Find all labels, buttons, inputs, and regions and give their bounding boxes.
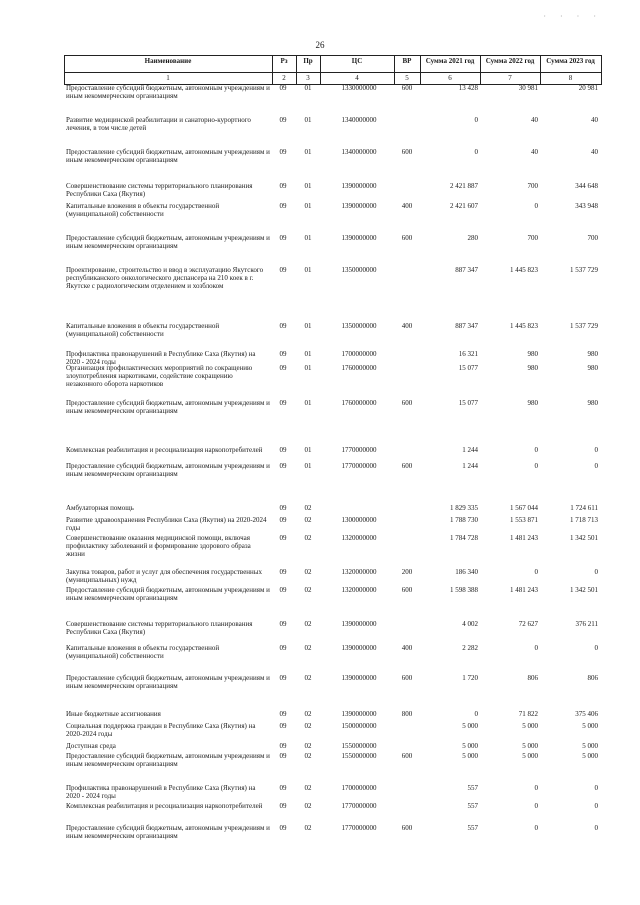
row-pr: 01: [304, 364, 312, 372]
row-cs: 1320000000: [341, 568, 377, 576]
row-rz: 09: [279, 234, 287, 242]
row-sum-2023: 5 000: [582, 742, 598, 750]
row-rz: 09: [279, 722, 287, 730]
row-name: Проектирование, строительство и ввод в эксплуатацию Якутского республиканского онкологического диспансера на 210 коек в г. Якутске с радиологическим отделением и хозблоком: [66, 266, 264, 290]
row-sum-2022: 40: [531, 116, 538, 124]
row-sum-2022: 700: [527, 234, 538, 242]
row-sum-2022: 40: [531, 148, 538, 156]
row-sum-2023: 0: [594, 568, 598, 576]
header-rz: Рз: [280, 57, 288, 65]
row-sum-2023: 20 981: [578, 84, 598, 92]
row-sum-2021: 1 244: [462, 446, 478, 454]
row-sum-2021: 0: [474, 710, 478, 718]
row-cs: 1340000000: [341, 148, 377, 156]
col-number: 7: [508, 74, 512, 82]
row-pr: 02: [304, 752, 312, 760]
row-cs: 1320000000: [341, 586, 377, 594]
row-sum-2021: 0: [474, 116, 478, 124]
row-vr: 600: [401, 824, 413, 832]
header-name: Наименование: [144, 57, 192, 65]
row-rz: 09: [279, 568, 287, 576]
col-number: 5: [405, 74, 409, 82]
row-sum-2023: 980: [587, 399, 598, 407]
row-name: Капитальные вложения в объекты государственной (муниципальной) собственности: [66, 202, 220, 218]
row-sum-2023: 1 342 501: [570, 586, 598, 594]
row-name: Комплексная реабилитация и ресоциализация наркопотребителей: [66, 446, 263, 454]
row-sum-2023: 0: [594, 462, 598, 470]
row-pr: 02: [304, 784, 312, 792]
row-name: Развитие здравоохранения Республики Саха (Якутия) на 2020-2024 годы: [66, 516, 267, 532]
row-name: Совершенствование системы территориального планирования Республики Саха (Якутия): [66, 620, 253, 636]
row-cs: 1700000000: [341, 784, 377, 792]
row-sum-2022: 0: [534, 784, 538, 792]
row-sum-2022: 1 445 823: [510, 322, 538, 330]
row-rz: 09: [279, 824, 287, 832]
row-rz: 09: [279, 586, 287, 594]
corner-marks: · · · ·: [543, 12, 602, 21]
row-sum-2022: 0: [534, 824, 538, 832]
row-sum-2022: 5 000: [522, 722, 538, 730]
row-rz: 09: [279, 202, 287, 210]
row-sum-2021: 5 000: [462, 752, 478, 760]
row-cs: 1390000000: [341, 234, 377, 242]
row-cs: 1550000000: [341, 742, 377, 750]
row-sum-2022: 0: [534, 202, 538, 210]
col-number: 6: [448, 74, 452, 82]
row-cs: 1390000000: [341, 674, 377, 682]
header-sum-2021: Сумма 2021 год: [425, 57, 475, 65]
row-cs: 1300000000: [341, 516, 377, 524]
row-rz: 09: [279, 84, 287, 92]
row-sum-2023: 0: [594, 446, 598, 454]
row-sum-2022: 71 822: [518, 710, 538, 718]
row-vr: 800: [401, 710, 413, 718]
row-pr: 01: [304, 182, 312, 190]
row-sum-2021: 1 598 388: [450, 586, 478, 594]
header-cs: ЦС: [351, 57, 363, 65]
row-sum-2021: 1 244: [462, 462, 478, 470]
row-pr: 02: [304, 620, 312, 628]
row-pr: 01: [304, 148, 312, 156]
header-vr: ВР: [402, 57, 412, 65]
row-cs: 1340000000: [341, 116, 377, 124]
row-sum-2023: 40: [591, 148, 598, 156]
row-rz: 09: [279, 742, 287, 750]
row-rz: 09: [279, 266, 287, 274]
row-pr: 02: [304, 710, 312, 718]
row-cs: 1550000000: [341, 752, 377, 760]
row-rz: 09: [279, 784, 287, 792]
row-sum-2023: 0: [594, 644, 598, 652]
row-pr: 01: [304, 116, 312, 124]
row-name: Капитальные вложения в объекты государственной (муниципальной) собственности: [66, 322, 220, 338]
row-pr: 02: [304, 742, 312, 750]
row-sum-2023: 806: [587, 674, 598, 682]
row-name: Закупка товаров, работ и услуг для обеспечения государственных (муниципальных) нужд: [66, 568, 263, 584]
row-sum-2022: 980: [527, 350, 538, 358]
row-sum-2023: 1 342 501: [570, 534, 598, 542]
row-sum-2023: 0: [594, 802, 598, 810]
row-pr: 02: [304, 824, 312, 832]
row-sum-2022: 0: [534, 446, 538, 454]
row-vr: 600: [401, 234, 413, 242]
row-name: Комплексная реабилитация и ресоциализация наркопотребителей: [66, 802, 263, 810]
row-sum-2023: 980: [587, 350, 598, 358]
row-cs: 1500000000: [341, 722, 377, 730]
row-sum-2021: 15 077: [458, 399, 478, 407]
row-rz: 09: [279, 620, 287, 628]
row-sum-2022: 5 000: [522, 752, 538, 760]
row-vr: 600: [401, 84, 413, 92]
row-pr: 01: [304, 322, 312, 330]
row-cs: 1330000000: [341, 84, 377, 92]
row-sum-2022: 980: [527, 364, 538, 372]
row-sum-2023: 40: [591, 116, 598, 124]
row-vr: 600: [401, 148, 413, 156]
row-sum-2023: 5 000: [582, 722, 598, 730]
row-cs: 1390000000: [341, 644, 377, 652]
row-rz: 09: [279, 752, 287, 760]
row-pr: 01: [304, 350, 312, 358]
row-pr: 01: [304, 202, 312, 210]
row-sum-2022: 30 981: [518, 84, 538, 92]
row-rz: 09: [279, 462, 287, 470]
row-sum-2022: 5 000: [522, 742, 538, 750]
row-sum-2021: 5 000: [462, 742, 478, 750]
row-sum-2021: 0: [474, 148, 478, 156]
row-sum-2022: 1 553 871: [510, 516, 538, 524]
row-pr: 02: [304, 674, 312, 682]
row-sum-2022: 700: [527, 182, 538, 190]
row-cs: 1350000000: [341, 266, 377, 274]
header-sum-2022: Сумма 2022 год: [485, 57, 535, 65]
row-name: Совершенствование оказания медицинской помощи, включая профилактику заболеваний и формирование здорового образа жизни: [66, 534, 251, 558]
row-sum-2023: 1 537 729: [570, 322, 598, 330]
row-sum-2023: 1 537 729: [570, 266, 598, 274]
row-pr: 02: [304, 534, 312, 542]
row-sum-2022: 0: [534, 644, 538, 652]
row-rz: 09: [279, 364, 287, 372]
row-name: Социальная поддержка граждан в Республике Саха (Якутия) на 2020-2024 годы: [66, 722, 256, 738]
row-pr: 01: [304, 84, 312, 92]
row-sum-2023: 1 718 713: [570, 516, 598, 524]
row-pr: 02: [304, 802, 312, 810]
row-pr: 02: [304, 722, 312, 730]
row-sum-2021: 5 000: [462, 722, 478, 730]
row-name: Предоставление субсидий бюджетным, автономным учреждениям и иным некоммерческим организациям: [66, 84, 270, 100]
row-vr: 600: [401, 752, 413, 760]
row-pr: 02: [304, 568, 312, 576]
row-pr: 01: [304, 462, 312, 470]
row-rz: 09: [279, 116, 287, 124]
row-sum-2022: 1 445 823: [510, 266, 538, 274]
row-sum-2023: 0: [594, 784, 598, 792]
row-vr: 400: [401, 202, 413, 210]
row-name: Профилактика правонарушений в Республике Саха (Якутия) на 2020 - 2024 годы: [66, 784, 256, 800]
row-pr: 02: [304, 586, 312, 594]
row-name: Предоставление субсидий бюджетным, автономным учреждениям и иным некоммерческим организациям: [66, 752, 270, 768]
table-header: [64, 55, 602, 85]
row-name: Профилактика правонарушений в Республике Саха (Якутия) на 2020 - 2024 годы: [66, 350, 256, 366]
row-name: Предоставление субсидий бюджетным, автономным учреждениям и иным некоммерческим организациям: [66, 824, 270, 840]
row-sum-2021: 1 784 728: [450, 534, 478, 542]
row-sum-2022: 0: [534, 568, 538, 576]
row-sum-2021: 1 720: [462, 674, 478, 682]
row-rz: 09: [279, 516, 287, 524]
row-sum-2021: 2 282: [462, 644, 478, 652]
row-sum-2022: 980: [527, 399, 538, 407]
row-sum-2023: 5 000: [582, 752, 598, 760]
row-vr: 400: [401, 322, 413, 330]
row-sum-2021: 557: [467, 802, 478, 810]
header-pr: Пр: [303, 57, 313, 65]
row-pr: 01: [304, 266, 312, 274]
row-rz: 09: [279, 504, 287, 512]
row-name: Капитальные вложения в объекты государственной (муниципальной) собственности: [66, 644, 220, 660]
col-number: 2: [282, 74, 286, 82]
row-name: Развитие медицинской реабилитации и санаторно-курортного лечения, в том числе детей: [66, 116, 251, 132]
row-sum-2022: 1 567 044: [510, 504, 538, 512]
row-cs: 1770000000: [341, 802, 377, 810]
row-name: Предоставление субсидий бюджетным, автономным учреждениям и иным некоммерческим организациям: [66, 148, 270, 164]
row-rz: 09: [279, 182, 287, 190]
row-vr: 600: [401, 674, 413, 682]
row-rz: 09: [279, 446, 287, 454]
row-pr: 02: [304, 644, 312, 652]
row-sum-2021: 557: [467, 824, 478, 832]
row-sum-2021: 16 321: [458, 350, 478, 358]
row-rz: 09: [279, 399, 287, 407]
row-pr: 01: [304, 234, 312, 242]
row-vr: 400: [401, 644, 413, 652]
row-pr: 01: [304, 399, 312, 407]
row-name: Организация профилактических мероприятий по сокращению злоупотребления наркотиками, содействие сокращению незаконного оборота наркотиков: [66, 364, 253, 388]
row-sum-2021: 4 002: [462, 620, 478, 628]
row-cs: 1700000000: [341, 350, 377, 358]
row-sum-2021: 13 428: [458, 84, 478, 92]
page-number: 26: [315, 40, 325, 50]
row-cs: 1390000000: [341, 710, 377, 718]
row-rz: 09: [279, 350, 287, 358]
row-sum-2022: 0: [534, 802, 538, 810]
row-sum-2021: 1 788 730: [450, 516, 478, 524]
row-sum-2023: 343 948: [575, 202, 598, 210]
row-sum-2021: 887 347: [455, 322, 478, 330]
row-cs: 1760000000: [341, 399, 377, 407]
row-sum-2022: 806: [527, 674, 538, 682]
row-rz: 09: [279, 644, 287, 652]
row-sum-2023: 375 406: [575, 710, 598, 718]
row-name: Предоставление субсидий бюджетным, автономным учреждениям и иным некоммерческим организациям: [66, 234, 270, 250]
row-sum-2021: 186 340: [455, 568, 478, 576]
row-cs: 1770000000: [341, 446, 377, 454]
row-rz: 09: [279, 322, 287, 330]
col-number: 4: [355, 74, 359, 82]
row-rz: 09: [279, 674, 287, 682]
row-name: Иные бюджетные ассигнования: [66, 710, 161, 718]
row-pr: 02: [304, 504, 312, 512]
row-sum-2021: 280: [467, 234, 478, 242]
row-rz: 09: [279, 148, 287, 156]
row-sum-2022: 1 481 243: [510, 586, 538, 594]
row-sum-2023: 344 648: [575, 182, 598, 190]
row-cs: 1770000000: [341, 462, 377, 470]
col-number: 3: [306, 74, 310, 82]
row-cs: 1760000000: [341, 364, 377, 372]
row-sum-2021: 1 829 335: [450, 504, 478, 512]
col-number: 8: [568, 74, 573, 82]
row-name: Совершенствование системы территориального планирования Республики Саха (Якутия): [66, 182, 253, 198]
row-name: Доступная среда: [66, 742, 116, 750]
row-sum-2022: 1 481 243: [510, 534, 538, 542]
row-sum-2021: 887 347: [455, 266, 478, 274]
row-cs: 1350000000: [341, 322, 377, 330]
row-sum-2021: 2 421 607: [450, 202, 478, 210]
row-name: Амбулаторная помощь: [66, 504, 134, 512]
row-name: Предоставление субсидий бюджетным, автономным учреждениям и иным некоммерческим организациям: [66, 674, 270, 690]
col-number: 1: [166, 74, 170, 82]
row-pr: 02: [304, 516, 312, 524]
row-sum-2021: 557: [467, 784, 478, 792]
row-rz: 09: [279, 710, 287, 718]
row-sum-2023: 1 724 611: [570, 504, 598, 512]
row-sum-2021: 2 421 887: [450, 182, 478, 190]
row-rz: 09: [279, 802, 287, 810]
row-sum-2022: 72 627: [518, 620, 538, 628]
row-name: Предоставление субсидий бюджетным, автономным учреждениям и иным некоммерческим организациям: [66, 586, 270, 602]
row-vr: 200: [401, 568, 413, 576]
row-sum-2021: 15 077: [458, 364, 478, 372]
row-sum-2023: 376 211: [575, 620, 598, 628]
row-cs: 1390000000: [341, 620, 377, 628]
row-cs: 1390000000: [341, 182, 377, 190]
header-sum-2023: Сумма 2023 год: [546, 57, 595, 65]
row-vr: 600: [401, 399, 413, 407]
row-sum-2023: 980: [587, 364, 598, 372]
row-name: Предоставление субсидий бюджетным, автономным учреждениям и иным некоммерческим организациям: [66, 462, 270, 478]
row-cs: 1390000000: [341, 202, 377, 210]
row-vr: 600: [401, 586, 413, 594]
row-sum-2023: 0: [594, 824, 598, 832]
row-pr: 01: [304, 446, 312, 454]
row-sum-2023: 700: [587, 234, 598, 242]
row-vr: 600: [401, 462, 413, 470]
row-name: Предоставление субсидий бюджетным, автономным учреждениям и иным некоммерческим организациям: [66, 399, 270, 415]
row-cs: 1320000000: [341, 534, 377, 542]
row-rz: 09: [279, 534, 287, 542]
row-sum-2022: 0: [534, 462, 538, 470]
row-cs: 1770000000: [341, 824, 377, 832]
